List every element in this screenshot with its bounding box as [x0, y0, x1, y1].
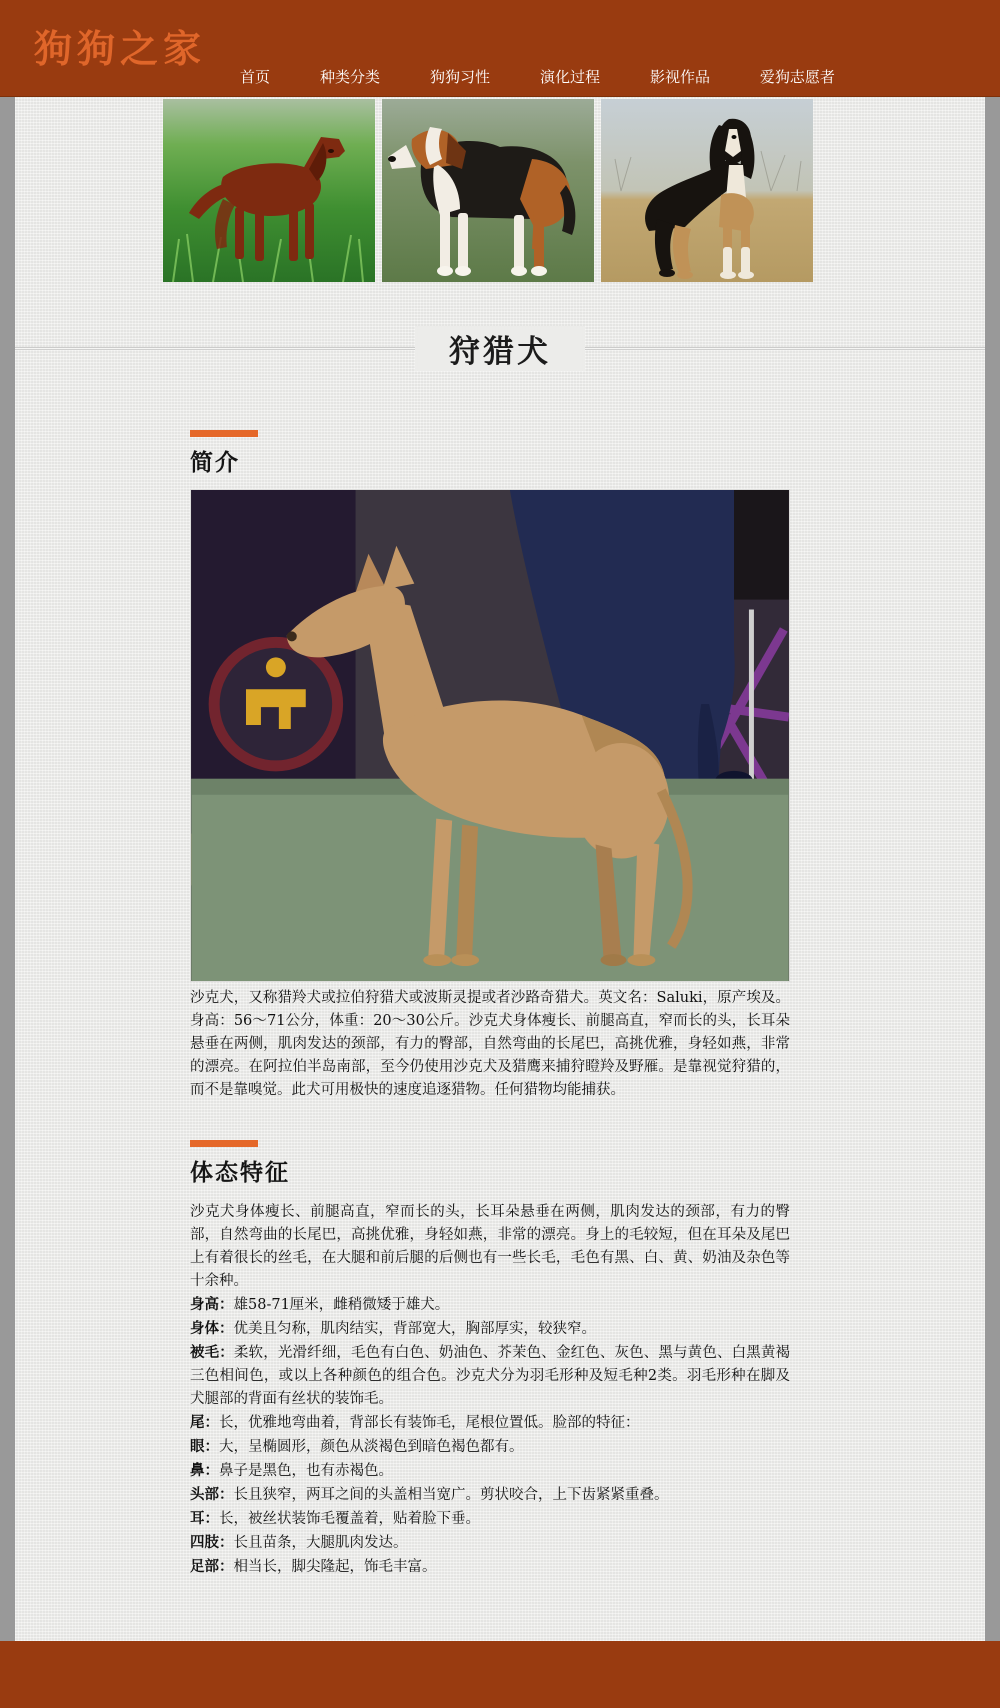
feature-eyes: 眼：大，呈椭圆形，颜色从淡褐色到暗色褐色都有。 [190, 1438, 524, 1455]
feature-nose: 鼻：鼻子是黑色，也有赤褐色。 [190, 1462, 393, 1479]
site-footer [0, 1641, 1000, 1708]
feature-limbs: 四肢：长且苗条，大腿肌肉发达。 [190, 1534, 408, 1551]
feature-tail: 尾：长，优雅地弯曲着，背部长有装饰毛，尾根位置低。脸部的特征： [190, 1414, 640, 1431]
features-intro: 沙克犬身体瘦长、前腿高直，窄而长的头，长耳朵悬垂在两侧，肌肉发达的颈部，有力的臀部，自然弯曲的长尾巴，高挑优雅，身轻如燕，非常的漂亮。身上的毛较短，但在耳朵及尾巴上有着很长的丝毛，在大腿和前后腿的后侧也有一些长毛，毛色有黑、白、黄、奶油及杂色等十余种。 [190, 1204, 790, 1289]
feature-height: 身高：雄58-71厘米，雌稍微矮于雄犬。 [190, 1296, 450, 1313]
nav-item-dog-habits[interactable]: 狗狗习性 [429, 68, 490, 86]
dog-gallery [163, 97, 815, 282]
saluki-photo [601, 99, 813, 282]
features-accent-bar [190, 1140, 258, 1147]
site-logo[interactable]: 狗狗之家 [34, 26, 207, 71]
feature-feet: 足部：相当长，脚尖隆起，饰毛丰富。 [190, 1558, 437, 1575]
feature-ears: 耳：长，被丝状装饰毛覆盖着，贴着脸下垂。 [190, 1510, 480, 1527]
nav-item-breed-categories[interactable]: 种类分类 [319, 68, 380, 86]
nav-item-film-works[interactable]: 影视作品 [649, 68, 710, 86]
features-heading: 体态特征 [190, 1159, 290, 1186]
page-title-row [15, 326, 985, 374]
feature-head: 头部：长且狭窄，两耳之间的头盖相当宽广。剪状咬合，上下齿紧紧重叠。 [190, 1486, 669, 1503]
irish-setter-photo [163, 99, 375, 282]
intro-section-header [190, 430, 790, 477]
feature-body: 身体：优美且匀称，肌肉结实，背部宽大，胸部厚实，较狭窄。 [190, 1320, 596, 1337]
nav-item-evolution[interactable]: 演化过程 [539, 68, 600, 86]
features-list [190, 1293, 790, 1579]
nav-item-volunteers[interactable]: 爱狗志愿者 [759, 68, 835, 86]
page-title: 狩猎犬 [415, 326, 585, 371]
intro-caption: 沙克犬，又称猎羚犬或拉伯狩猎犬或波斯灵提或者沙路奇猎犬。英文名：Saluki，原产埃及。身高：56～71公分，体重：20～30公斤。沙克犬身体瘦长、前腿高直，窄而长的头，长耳朵悬垂在两侧，肌肉发达的颈部，有力的臀部，自然弯曲的长尾巴，高挑优雅，身轻如燕，非常的漂亮。在阿拉伯半岛南部，至今仍使用沙克犬及猎鹰来捕狩瞪羚及野雁。是靠视觉狩猎的，而不是靠嗅觉。此犬可用极快的速度追逐猎物。任何猎物均能捕获。 [190, 990, 790, 1098]
page-content [15, 97, 985, 1641]
intro-accent-bar [190, 430, 258, 437]
nav-item-home[interactable]: 首页 [240, 68, 271, 86]
intro-heading: 简介 [190, 449, 240, 476]
saluki-show-photo [190, 489, 790, 982]
features-section-header [190, 1140, 790, 1187]
feature-coat: 被毛：柔软，光滑纤细，毛色有白色、奶油色、芥茉色、金红色、灰色、黑与黄色、白黑黄褐三色相间色，或以上各种颜色的组合色。沙克犬分为羽毛形种及短毛种2类。羽毛形种在脚及犬腿部的背面有丝状的装饰毛。 [190, 1344, 791, 1407]
site-header [0, 0, 1000, 97]
main-nav [240, 66, 835, 87]
tricolor-hound-photo [382, 99, 594, 282]
